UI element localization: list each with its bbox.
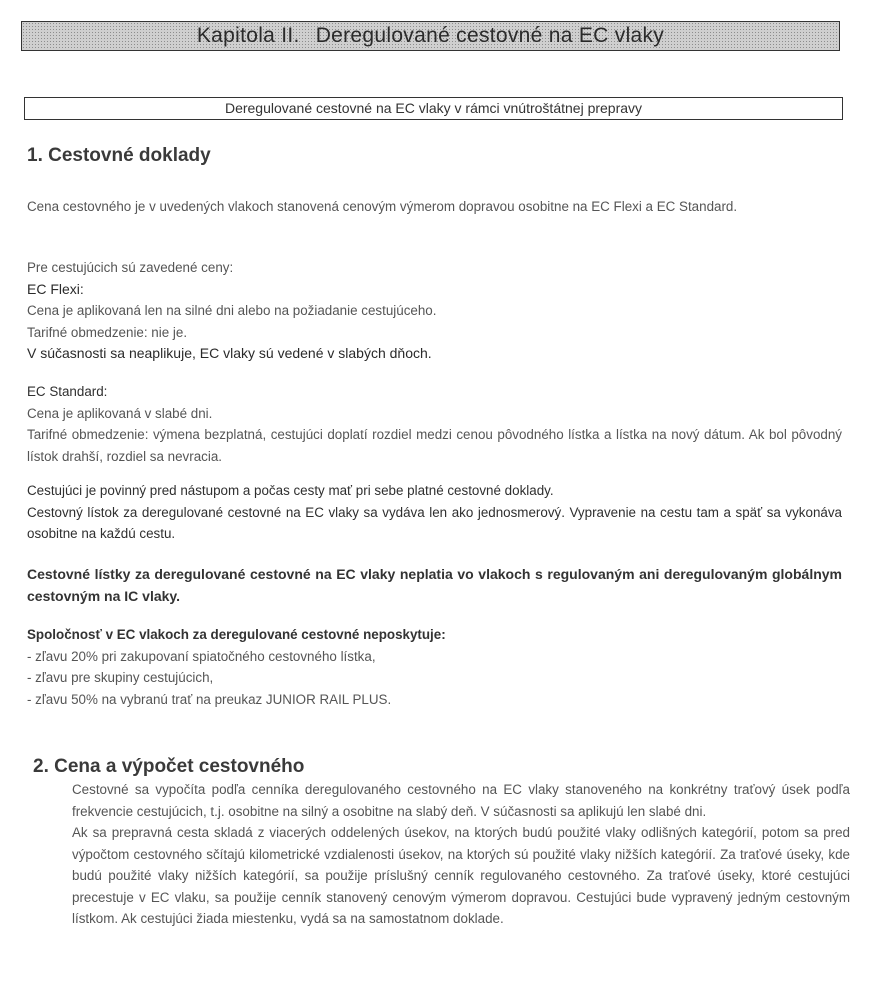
ec-flexi-line2: Tarifné obmedzenie: nie je. [27,324,188,340]
ec-standard-line2: Tarifné obmedzenie: výmena bezplatná, cestujúci doplatí rozdiel medzi cenou pôvodného lístka a lístka na nový dátum. Ak bol pôvodný lístok drahší, rozdiel sa nevracia. [27,427,842,464]
chapter-title-bar [21,21,840,51]
ec-flexi-label: EC Flexi: [27,280,84,297]
validity-note: Cestovné lístky za deregulované cestovné na EC vlaky neplatia vo vlakoch s regulovaným ani deregulovaným globálnym cestovným na IC vlaky. [27,566,842,604]
discount-item: - zľavu 50% na vybranú trať na preukaz JUNIOR RAIL PLUS. [27,691,392,707]
ec-flexi-line1: Cena je aplikovaná len na silné dni alebo na požiadanie cestujúceho. [27,303,437,318]
discounts-block [27,624,842,710]
ec-standard-label: EC Standard: [27,384,108,399]
obligations-block [27,480,842,545]
section2-body [72,779,850,930]
ec-flexi-note: V súčasnosti sa neaplikuje, EC vlaky sú vedené v slabých dňoch. [27,345,432,361]
prices-block [27,257,842,365]
company-header: Spoločnosť v EC vlakoch za deregulované cestovné neposkytuje: [27,627,446,642]
discount-item: - zľavu pre skupiny cestujúcich, [27,670,214,685]
section2-para1: Cestovné sa vypočíta podľa cenníka deregulovaného cestovného na EC vlaky stanoveného na konkrétny traťový úsek podľa frekvencie cestujúcich, t.j. osobitne na silný a osobitne na slabý deň. V súčasnosti sa aplikujú len slabé dni. [72,782,850,819]
section2-para2: Ak sa prepravná cesta skladá z viacerých oddelených úsekov, na ktorých budú použité vlaky odlišných kategórií, potom sa pred výpočtom cestovného sčítajú kilometrické vzdialenosti úsekov, na ktorých sú použité vlaky nižších kategórií. Za traťové úseky, kde budú použité vlaky nižších kategórií, sa použije príslušný cenník regulovaného cestovného. Za traťové úseky, ktoré cestujúci precestuje v EC vlaku, sa použije cenník stanovený cenovým výmerom dopravou. Cestujúci bude vypravený jedným cestovným lístkom. Ak cestujúci žiada miestenku, vydá sa na samostatnom doklade. [72,825,850,926]
section-subtitle: Deregulované cestovné na EC vlaky v rámci vnútroštátnej prepravy [224,100,643,116]
prices-intro: Pre cestujúcich sú zavedené ceny: [27,260,234,275]
chapter-prefix: Kapitola II. [196,24,300,47]
section-subtitle-box [24,97,843,120]
chapter-title: Deregulované cestovné na EC vlaky [315,24,665,47]
section2-heading: 2. Cena a výpočet cestovného [33,756,305,777]
section1-intro: Cena cestovného je v uvedených vlakoch stanovená cenovým výmerom dopravou osobitne na EC Flexi a EC Standard. [27,199,738,214]
discount-item: - zľavu 20% pri zakupovaní spiatočného cestovného lístka, [27,648,376,664]
obligation-1: Cestujúci je povinný pred nástupom a počas cesty mať pri sebe platné cestovné doklady. [27,483,554,498]
ec-standard-line1: Cena je aplikovaná v slabé dni. [27,405,213,421]
section1-heading: 1. Cestovné doklady [27,145,211,166]
ec-standard-block [27,381,842,467]
obligation-2: Cestovný lístok za deregulované cestovné na EC vlaky sa vydáva len ako jednosmerový. Vypravenie na cestu tam a späť sa vykonáva osobitne na každú cestu. [27,504,842,541]
